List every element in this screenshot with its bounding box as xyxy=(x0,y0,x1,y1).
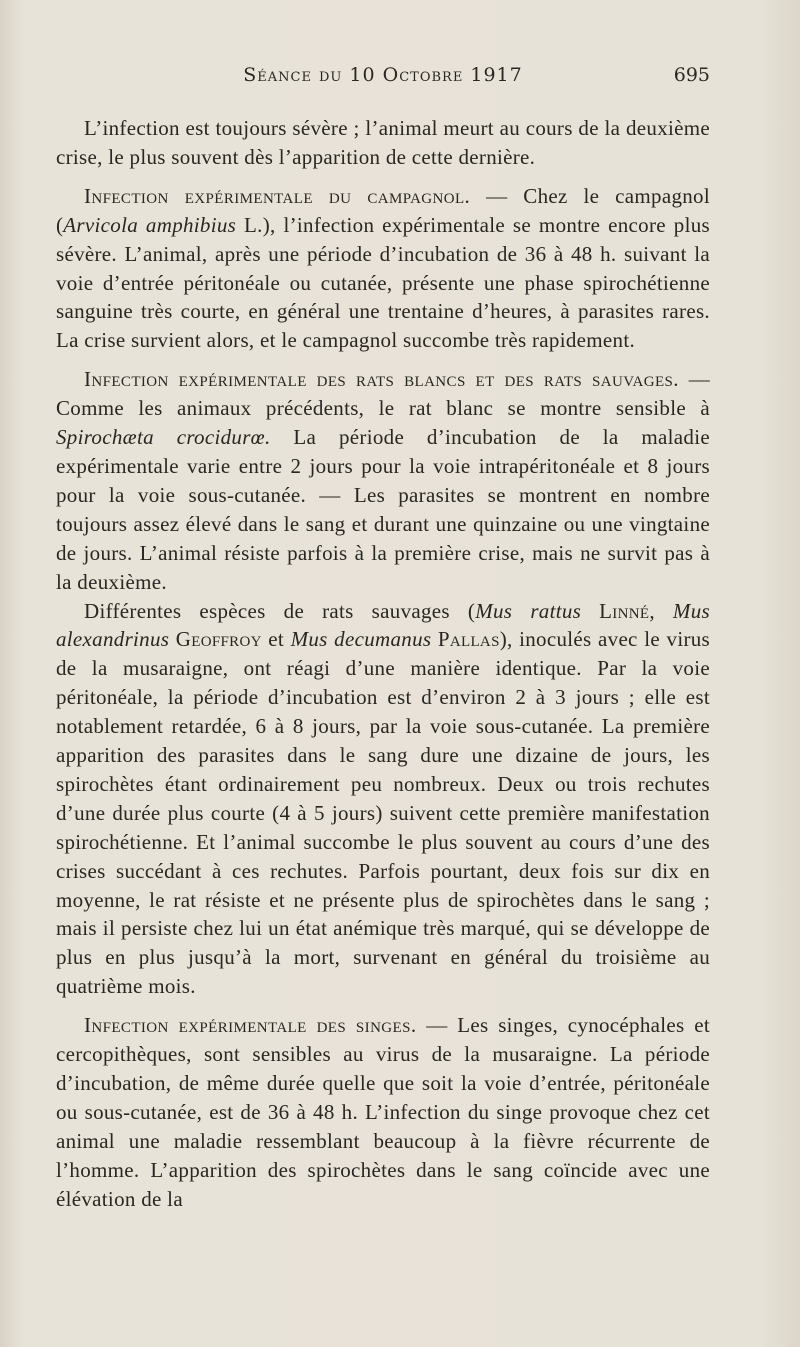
species-name: Arvicola amphibius xyxy=(63,212,237,237)
paragraph-text: La période d’incubation de la maladie expérimentale varie entre 2 jours pour la voie intrapéritonéale et 8 jours pour la voie sous-cutanée. — Les parasites se montrent en nombre toujours assez élevé dans le sang et durant une quinzaine ou une vingtaine de jours. L’animal résiste parfois à la première crise, mais ne survit pas à la deuxième. xyxy=(56,425,710,594)
paragraph-wild-rats xyxy=(56,597,710,1002)
paragraph-text: — Les singes, cynocéphales et cercopithèques, sont sensibles au virus de la musaraigne. La période d’incubation, de même durée quelle que soit la voie d’entrée, péritonéale ou sous-cutanée, est de 36 à 48 h. L’infection du singe provoque chez cet animal une maladie ressemblant beaucoup à la fièvre récurrente de l’homme. L’apparition des spirochètes dans le sang coïncide avec une élévation de la xyxy=(56,1013,710,1211)
paragraph-text: L’infection est toujours sévère ; l’animal meurt au cours de la deuxième crise, le plus souvent dès l’apparition de cette dernière. xyxy=(56,116,710,169)
body-text xyxy=(56,114,710,1214)
paragraph-text: ), inoculés avec le virus de la musaraigne, ont réagi d’une manière identique. Par la voie péritonéale, la période d’incubation est d’environ 2 à 3 jours ; elle est notablement retardée, 6 à 8 jours, par la voie sous-cutanée. La première apparition des parasites dans le sang dure une dizaine de jours, les spirochètes étant ordinairement peu nombreux. Deux ou trois rechutes d’une durée plus courte (4 à 5 jours) suivent cette première manifestation spirochétienne. Et l’animal succombe le plus souvent au cours d’une des crises succédant à ces rechutes. Parfois pourtant, deux fois sur dix en moyenne, le rat résiste et ne présente plus de spirochètes dans le sang ; mais il persiste chez lui un état anémique très marqué, qui se développe de plus en plus jusqu’à la mort, survenant en général du troisième au quatrième mois. xyxy=(56,627,711,999)
paragraph-text: — Comme les animaux précédents, le rat blanc se montre sensible à xyxy=(56,367,710,421)
running-head: Séance du 10 Octobre 1917 xyxy=(243,64,523,86)
author-name: Linné xyxy=(581,598,650,623)
paragraph-text: , xyxy=(649,598,673,623)
section-heading-singes: Infection expérimentale des singes. xyxy=(84,1013,417,1038)
paragraph-infection-severity xyxy=(56,114,710,172)
section-heading-campagnol: Infection expérimentale du campagnol. xyxy=(84,183,471,208)
author-name: Geoffroy xyxy=(169,627,262,652)
author-name: Pallas xyxy=(431,627,500,652)
species-name: Mus alexandrinus xyxy=(56,598,710,652)
paragraph-singes xyxy=(56,1011,710,1213)
paragraph-text: L.), l’infection expérimentale se montre encore plus sévère. L’animal, après une période d’incubation de 36 à 48 h. suivant la voie d’entrée péritonéale ou cutanée, présente une phase spirochétienne sanguine très courte, en général une trentaine d’heures, à parasites rares. La crise survient alors, et le campagnol succombe très rapidement. xyxy=(56,212,711,353)
species-name: Mus rattus xyxy=(475,598,582,623)
paragraph-campagnol xyxy=(56,182,710,355)
species-name: Spirochæta crocidurœ. xyxy=(56,425,271,450)
paragraph-text: Différentes espèces de rats sauvages ( xyxy=(84,598,476,623)
paragraph-text: — Chez le campagnol ( xyxy=(56,183,710,237)
species-name: Mus decumanus xyxy=(290,627,432,652)
page-header xyxy=(56,64,710,94)
section-heading-rats: Infection expérimentale des rats blancs et des rats sauvages. xyxy=(84,367,679,392)
paragraph-text: et xyxy=(261,627,291,652)
paragraph-rats xyxy=(56,365,710,596)
page-number: 695 xyxy=(673,64,710,86)
